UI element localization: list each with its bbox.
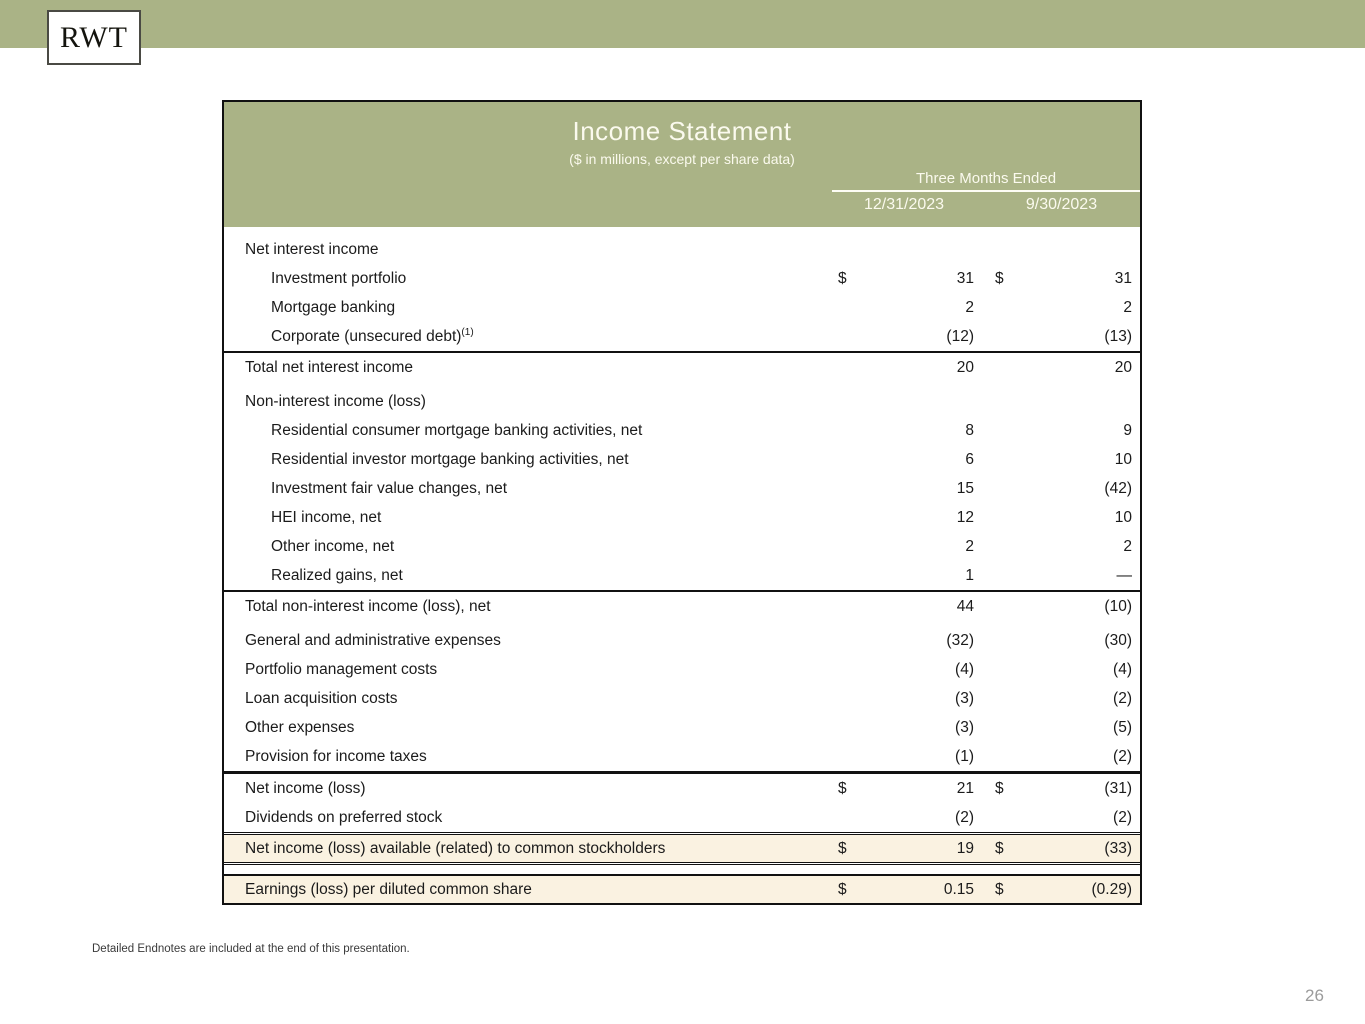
cell-value: (2)	[1113, 747, 1132, 765]
row-label: Residential consumer mortgage banking activities, net	[271, 421, 643, 439]
endnotes-footnote: Detailed Endnotes are included at the end of this presentation.	[92, 943, 410, 955]
cell-value: (2)	[955, 808, 974, 826]
cell-value: (3)	[955, 718, 974, 736]
cell-value: (31)	[1104, 779, 1132, 797]
period-header	[832, 170, 1140, 214]
dollar-sign: $	[838, 839, 847, 857]
cell-value: 20	[956, 358, 974, 376]
table-subtitle: ($ in millions, except per share data)	[569, 151, 795, 167]
value-cell	[838, 748, 974, 766]
cell-value: 2	[965, 298, 974, 316]
footnote-marker: (1)	[461, 326, 474, 338]
cell-value: 10	[1114, 508, 1132, 526]
top-banner	[0, 0, 1365, 54]
value-cell	[995, 690, 1132, 708]
row-label: General and administrative expenses	[245, 631, 501, 649]
table-row	[224, 387, 1140, 416]
value-cell	[995, 809, 1132, 827]
value-cell	[995, 661, 1132, 679]
table-row	[224, 803, 1140, 832]
cell-value: 2	[1123, 298, 1132, 316]
value-cell	[995, 719, 1132, 737]
cell-value: 15	[956, 479, 974, 497]
value-cell	[995, 598, 1132, 616]
row-label: Portfolio management costs	[245, 660, 438, 678]
cell-value: 31	[1114, 269, 1132, 287]
value-cell	[838, 661, 974, 679]
dollar-sign: $	[995, 779, 1004, 797]
value-cell	[838, 780, 974, 798]
column-dates	[832, 192, 1140, 214]
period-label: Three Months Ended	[832, 170, 1140, 192]
table-row	[224, 713, 1140, 742]
company-logo-text: RWT	[60, 20, 128, 54]
cell-value: (30)	[1104, 631, 1132, 649]
value-cell	[838, 881, 974, 899]
value-cell	[838, 359, 974, 377]
row-label: Mortgage banking	[271, 298, 396, 316]
cell-value: 2	[1123, 537, 1132, 555]
table-row	[224, 742, 1140, 771]
cell-value: 9	[1123, 421, 1132, 439]
row-label: HEI income, net	[271, 508, 382, 526]
value-cell	[838, 719, 974, 737]
company-logo	[47, 10, 141, 65]
cell-value: (4)	[1113, 660, 1132, 678]
value-cell	[995, 748, 1132, 766]
value-cell	[995, 840, 1132, 858]
row-spacer	[224, 865, 1140, 874]
table-row	[224, 293, 1140, 322]
table-row	[224, 532, 1140, 561]
column-header-q3: 9/30/2023	[1025, 196, 1098, 213]
value-cell	[995, 451, 1132, 469]
row-label: Earnings (loss) per diluted common share	[245, 880, 532, 898]
cell-value: 44	[956, 597, 974, 615]
cell-value: 20	[1114, 358, 1132, 376]
cell-value: (32)	[946, 631, 974, 649]
table-row	[224, 561, 1140, 590]
table-header	[224, 102, 1140, 227]
cell-value: (13)	[1104, 327, 1132, 345]
table-row	[224, 445, 1140, 474]
cell-value: 0.15	[943, 880, 974, 898]
dollar-sign: $	[995, 269, 1004, 287]
row-label: Other expenses	[245, 718, 355, 736]
table-row	[224, 590, 1140, 621]
value-cell	[995, 328, 1132, 346]
row-label: Net interest income	[245, 240, 379, 258]
value-cell	[995, 780, 1132, 798]
row-label: Realized gains, net	[271, 566, 403, 584]
cell-value: 31	[956, 269, 974, 287]
value-cell	[838, 270, 974, 288]
cell-value: (2)	[1113, 808, 1132, 826]
table-row	[224, 351, 1140, 382]
row-label: Investment portfolio	[271, 269, 407, 287]
dollar-sign: $	[995, 839, 1004, 857]
cell-value: 12	[956, 508, 974, 526]
dollar-sign: $	[838, 269, 847, 287]
cell-value: (33)	[1104, 839, 1132, 857]
row-label: Net income (loss)	[245, 779, 366, 797]
row-label: Total net interest income	[245, 358, 414, 376]
cell-value: 1	[965, 566, 974, 584]
value-cell	[838, 567, 974, 585]
value-cell	[995, 270, 1132, 288]
row-label: Other income, net	[271, 537, 395, 555]
value-cell	[838, 480, 974, 498]
cell-value: (4)	[955, 660, 974, 678]
cell-value: 2	[965, 537, 974, 555]
page-number: 26	[1305, 986, 1324, 1005]
dollar-sign: $	[838, 880, 847, 898]
value-cell	[995, 567, 1132, 585]
value-cell	[995, 422, 1132, 440]
value-cell	[838, 509, 974, 527]
value-cell	[838, 690, 974, 708]
row-label: Corporate (unsecured debt)$^{(1)}$	[271, 326, 474, 345]
table-body	[224, 227, 1140, 903]
table-row	[224, 771, 1140, 803]
value-cell	[838, 809, 974, 827]
table-row	[224, 626, 1140, 655]
value-cell	[995, 538, 1132, 556]
table-row	[224, 235, 1140, 264]
table-row	[224, 322, 1140, 351]
dollar-sign: $	[838, 779, 847, 797]
table-row	[224, 874, 1140, 903]
value-cell	[995, 299, 1132, 317]
cell-value: (3)	[955, 689, 974, 707]
value-cell	[838, 538, 974, 556]
cell-value: (5)	[1113, 718, 1132, 736]
row-label: Provision for income taxes	[245, 747, 427, 765]
table-row	[224, 684, 1140, 713]
income-statement-table	[222, 100, 1142, 905]
table-row	[224, 503, 1140, 532]
value-cell	[995, 480, 1132, 498]
table-row	[224, 416, 1140, 445]
value-cell	[838, 598, 974, 616]
table-row	[224, 474, 1140, 503]
table-row	[224, 655, 1140, 684]
cell-value: 10	[1114, 450, 1132, 468]
table-row	[224, 835, 1140, 862]
value-cell	[995, 359, 1132, 377]
value-cell	[995, 632, 1132, 650]
cell-value: (42)	[1104, 479, 1132, 497]
cell-value: (10)	[1104, 597, 1132, 615]
row-label: Residential investor mortgage banking activities, net	[271, 450, 629, 468]
value-cell	[838, 451, 974, 469]
value-cell	[995, 881, 1132, 899]
cell-value: (2)	[1113, 689, 1132, 707]
value-cell	[838, 840, 974, 858]
cell-value: (12)	[946, 327, 974, 345]
cell-value: 6	[965, 450, 974, 468]
row-label: Dividends on preferred stock	[245, 808, 443, 826]
table-title: Income Statement	[572, 116, 792, 146]
cell-value: 21	[956, 779, 974, 797]
column-header-q4: 12/31/2023	[863, 196, 945, 213]
table-row	[224, 264, 1140, 293]
cell-value: (1)	[955, 747, 974, 765]
cell-value: —	[1116, 566, 1132, 584]
column-gap	[972, 196, 993, 214]
row-label: Non-interest income (loss)	[245, 392, 426, 410]
value-cell	[838, 299, 974, 317]
cell-value: 8	[965, 421, 974, 439]
row-label: Investment fair value changes, net	[271, 479, 508, 497]
row-label: Net income (loss) available (related) to common stockholders	[245, 839, 666, 857]
cell-value: 19	[956, 839, 974, 857]
value-cell	[995, 509, 1132, 527]
value-cell	[838, 328, 974, 346]
value-cell	[838, 422, 974, 440]
cell-value: (0.29)	[1091, 880, 1132, 898]
dollar-sign: $	[995, 880, 1004, 898]
row-label: Loan acquisition costs	[245, 689, 398, 707]
row-label: Total non-interest income (loss), net	[245, 597, 491, 615]
value-cell	[838, 632, 974, 650]
